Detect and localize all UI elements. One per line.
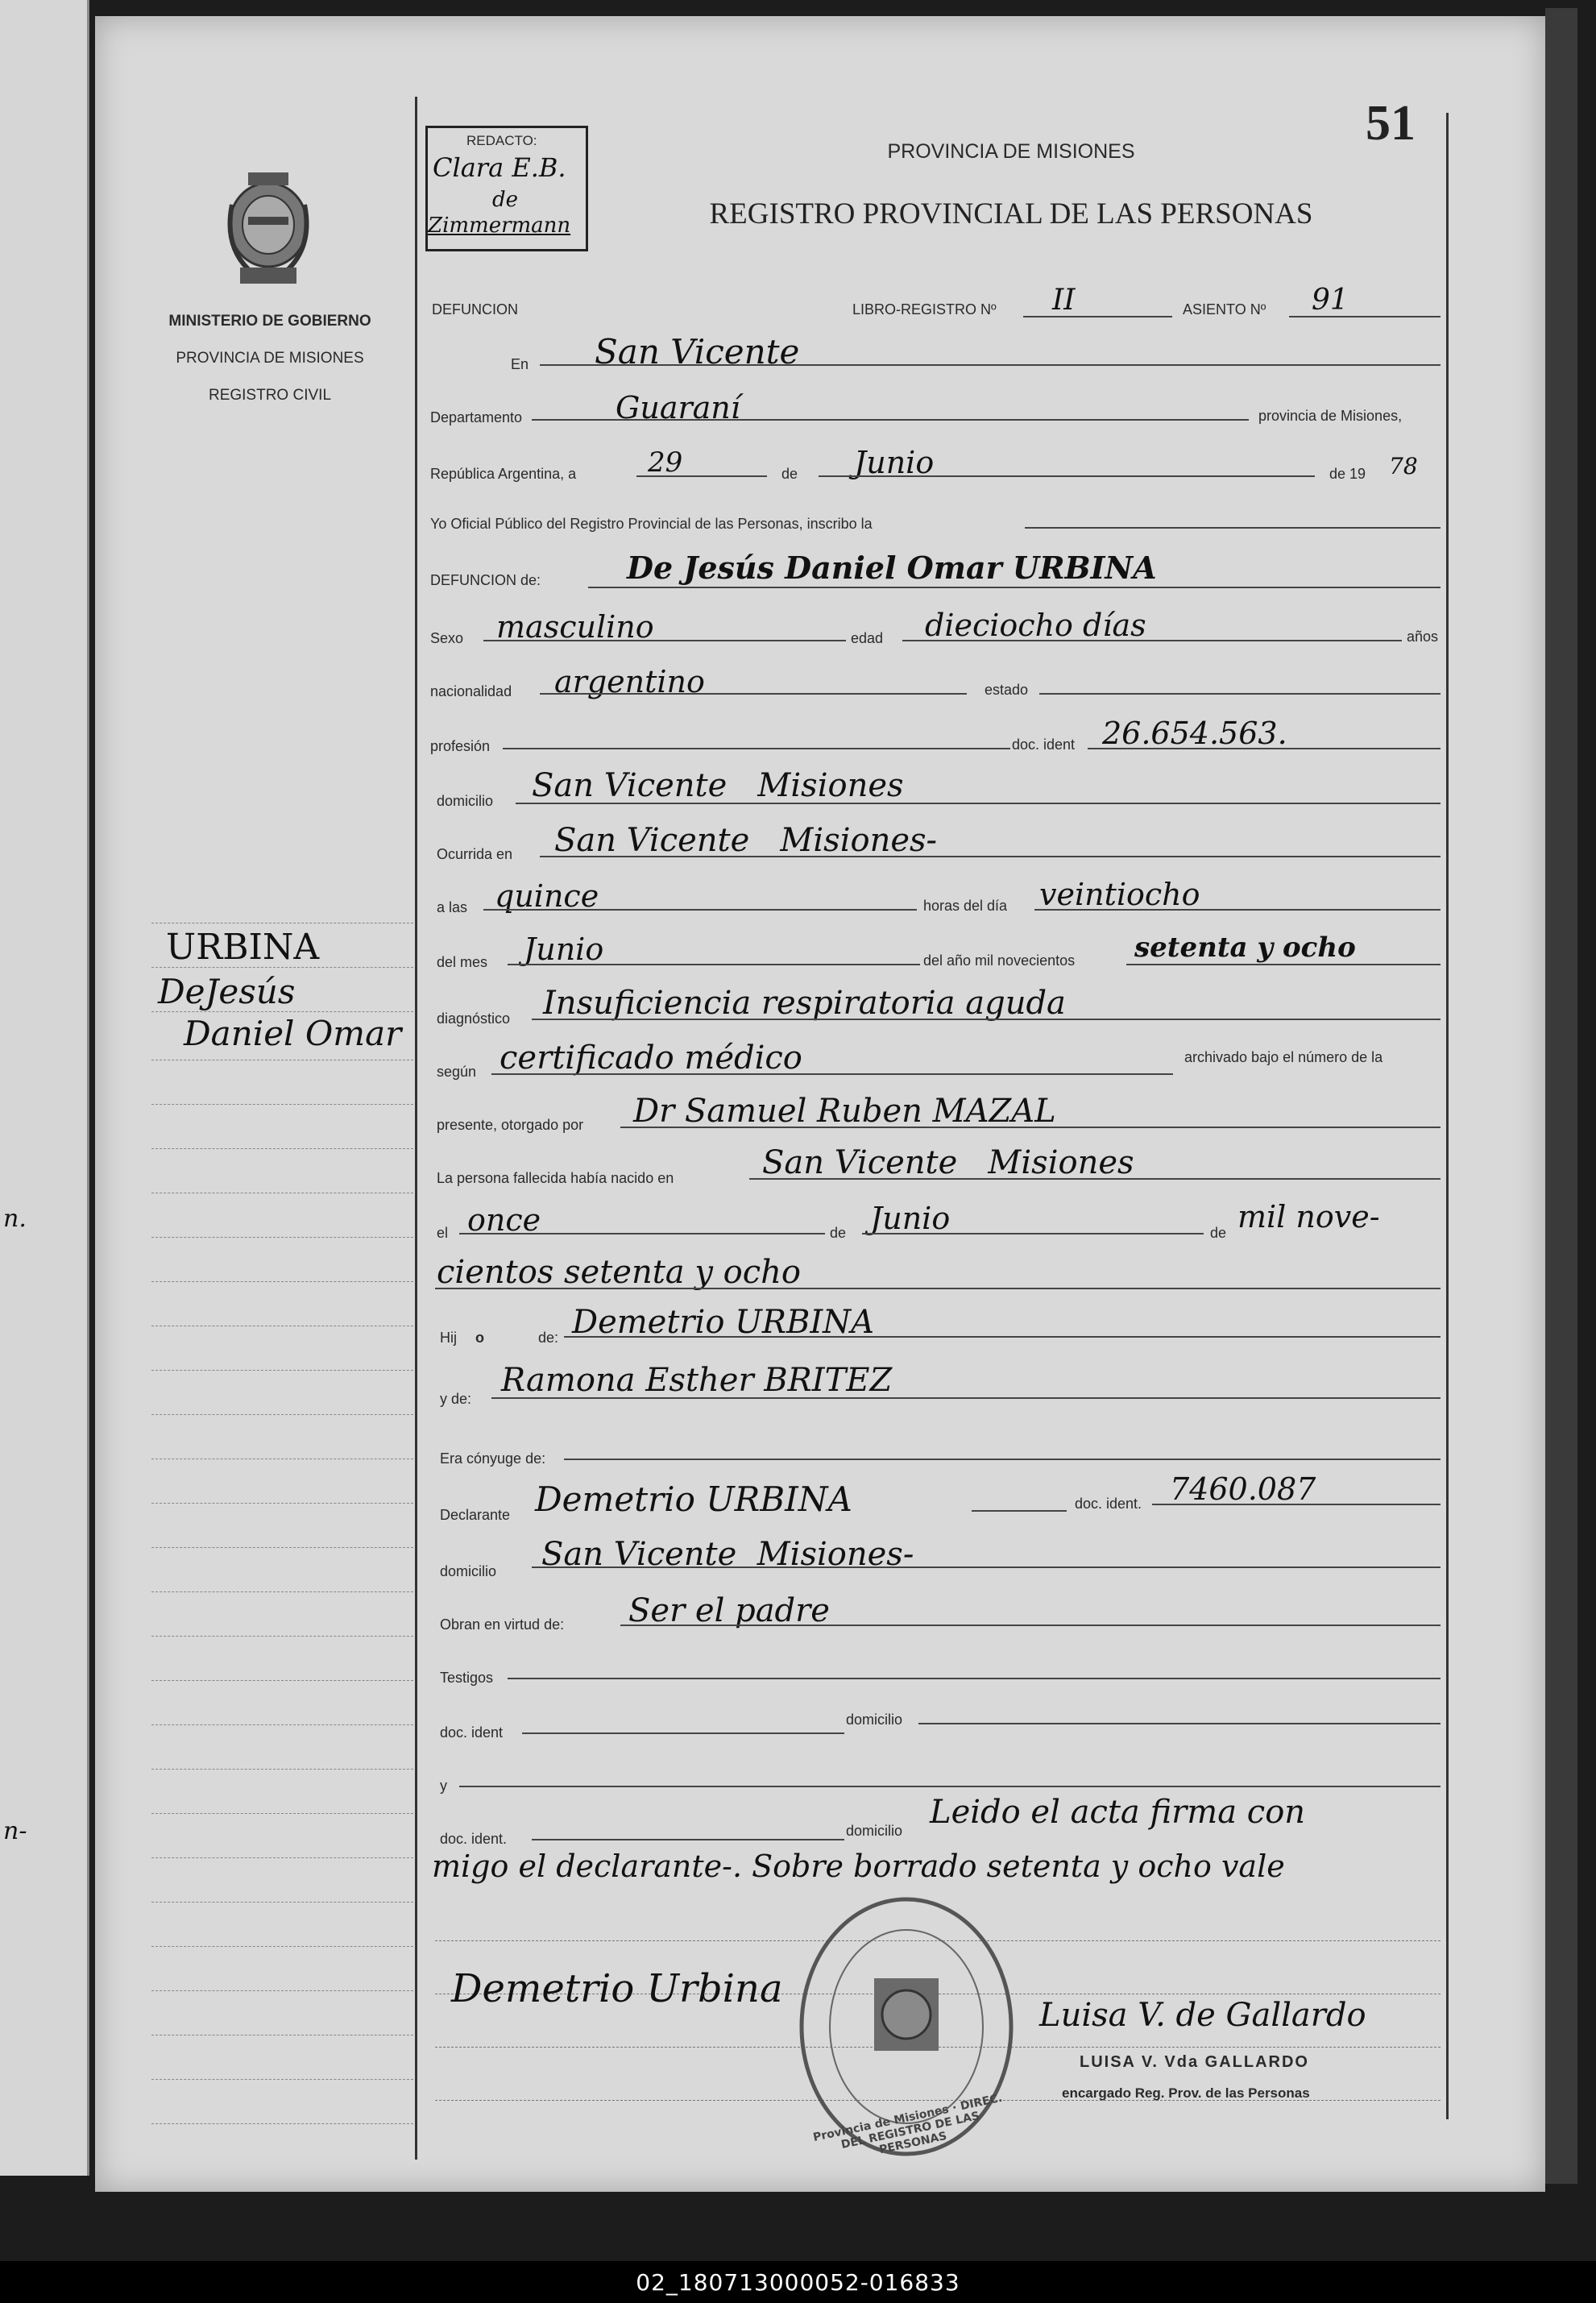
- del-mes-value: Junio: [524, 932, 604, 967]
- page-number: 51: [1366, 96, 1416, 151]
- closing-line-1: Leido el acta firma con: [930, 1794, 1306, 1831]
- de2-label: de: [830, 1225, 847, 1241]
- anio-mil-label: del año mil novecientos: [923, 952, 1076, 969]
- redacto-label: REDACTO:: [466, 133, 537, 148]
- domicilio-value: San Vicente Misiones: [532, 767, 904, 804]
- nacido-value: San Vicente Misiones: [762, 1144, 1134, 1181]
- margin-note-surname: URBINA: [166, 927, 320, 968]
- horas-value: veintiocho: [1039, 877, 1200, 912]
- el-label: el: [437, 1225, 449, 1241]
- asiento-value: 91: [1312, 284, 1349, 317]
- obran-value: Ser el padre: [628, 1592, 830, 1629]
- presente-label: presente, otorgado por: [437, 1117, 584, 1133]
- redacto-name-1: Clara E.B.: [433, 152, 566, 183]
- file-id: 02_180713000052-016833: [636, 2268, 960, 2296]
- presente-value: Dr Samuel Ruben MAZAL: [633, 1093, 1056, 1130]
- del-mes-label: del mes: [437, 954, 488, 970]
- diagnostico-value: Insuficiencia respiratoria aguda: [543, 985, 1066, 1022]
- ocurrida-label: Ocurrida en: [437, 846, 513, 862]
- month-value: Junio: [854, 445, 935, 480]
- declarante-label: Declarante: [440, 1507, 511, 1523]
- official-title: encargado Reg. Prov. de las Personas: [1062, 2085, 1310, 2101]
- el-value: once: [467, 1202, 541, 1238]
- registry-title: REGISTRO PROVINCIAL DE LAS PERSONAS: [709, 197, 1313, 230]
- file-id-bar: [0, 2261, 1596, 2303]
- a-las-value: quince: [495, 878, 599, 914]
- declarante-value: Demetrio URBINA: [535, 1479, 852, 1519]
- a-las-label: a las: [437, 899, 468, 915]
- conyuge-label: Era cónyuge de:: [440, 1450, 546, 1467]
- departamento-value: Guaraní: [616, 390, 740, 425]
- en-label: En: [511, 356, 529, 372]
- doc-ident2-label: doc. ident: [440, 1724, 504, 1741]
- closing-line-2: migo el declarante-. Sobre borrado setenta y ocho vale: [432, 1849, 1285, 1884]
- continuation-value: cientos setenta y ocho: [437, 1254, 802, 1291]
- libro-value: II: [1052, 284, 1076, 317]
- de3-value: mil nove-: [1237, 1199, 1380, 1234]
- provincia-label: provincia de Misiones,: [1258, 408, 1403, 424]
- nacionalidad-value: argentino: [554, 664, 705, 699]
- de2-value: Junio: [870, 1201, 951, 1236]
- hijo-value: Demetrio URBINA: [572, 1304, 875, 1341]
- redacto-name-2: de: [492, 188, 519, 212]
- redacto-name-3: Zimmermann: [428, 214, 571, 238]
- defuncion-label: DEFUNCION de:: [430, 572, 541, 588]
- profesion-label: profesión: [430, 738, 491, 754]
- form-left-border: [415, 97, 417, 2160]
- anio-mil-value: setenta y ocho: [1134, 932, 1356, 964]
- y-de-label: y de:: [440, 1391, 472, 1407]
- year-value: 78: [1389, 453, 1418, 479]
- domicilio4-label: domicilio: [846, 1823, 903, 1839]
- de-label: de: [781, 466, 798, 482]
- day-value: 29: [648, 446, 683, 479]
- libro-label: LIBRO-REGISTRO Nº: [852, 301, 997, 317]
- republica-label: República Argentina, a: [430, 466, 577, 482]
- hijo-suffix: o: [475, 1330, 484, 1346]
- defuncion-value: De Jesús Daniel Omar URBINA: [627, 550, 1157, 586]
- diagnostico-label: diagnóstico: [437, 1010, 511, 1027]
- nacionalidad-label: nacionalidad: [430, 683, 512, 699]
- domicilio2-label: domicilio: [440, 1563, 497, 1579]
- book-edge: [1545, 8, 1577, 2184]
- domicilio-label: domicilio: [437, 793, 494, 809]
- left-facing-page: n. n-: [0, 0, 89, 2176]
- form-right-border: [1446, 113, 1449, 2119]
- en-value: San Vicente: [595, 332, 800, 371]
- doc-ident3-label: doc. ident.: [440, 1831, 508, 1847]
- obran-label: Obran en virtud de:: [440, 1616, 565, 1633]
- act-type-label: DEFUNCION: [432, 301, 518, 317]
- official-signature: Luisa V. de Gallardo: [1039, 1997, 1366, 2034]
- official-name: LUISA V. Vda GALLARDO: [1080, 2053, 1309, 2071]
- sexo-value: masculino: [496, 609, 654, 645]
- margin-note-line-2: DeJesús: [158, 972, 296, 1011]
- segun-label: según: [437, 1064, 477, 1080]
- estado-label: estado: [985, 682, 1029, 698]
- domicilio2-value: San Vicente Misiones-: [541, 1536, 914, 1573]
- declarante-doc-value: 7460.087: [1170, 1471, 1316, 1507]
- doc-ident-value: 26.654.563.: [1102, 716, 1287, 751]
- anios-label: años: [1407, 629, 1439, 645]
- sexo-label: Sexo: [430, 630, 464, 646]
- hijo-label: Hij: [440, 1330, 457, 1346]
- horas-label: horas del día: [923, 898, 1008, 914]
- segun-value: certificado médico: [500, 1039, 802, 1077]
- declarante-doc-label: doc. ident.: [1075, 1496, 1142, 1512]
- redacto-box: [425, 126, 588, 251]
- coat-of-arms-icon: [216, 172, 321, 293]
- stamp-text: Provincia de Misiones · DIREC. DEL REGISTRO DE LAS PERSONAS: [811, 2091, 1004, 2157]
- domicilio3-label: domicilio: [846, 1712, 903, 1728]
- testigos-label: Testigos: [440, 1670, 494, 1686]
- hijo-de-label: de:: [538, 1330, 559, 1346]
- margin-note-line-3: Daniel Omar: [184, 1014, 402, 1053]
- province-title: PROVINCIA DE MISIONES: [887, 140, 1135, 163]
- y-de-value: Ramona Esther BRITEZ: [501, 1362, 893, 1399]
- de3-label: de: [1210, 1225, 1227, 1241]
- ministry-province: PROVINCIA DE MISIONES: [176, 350, 364, 367]
- edad-label: edad: [851, 630, 884, 646]
- declarante-signature: Demetrio Urbina: [451, 1966, 783, 2011]
- edad-value: dieciocho días: [925, 608, 1146, 643]
- asiento-label: ASIENTO Nº: [1183, 301, 1266, 317]
- ministry-title: MINISTERIO DE GOBIERNO: [168, 313, 371, 330]
- archivado-label: archivado bajo el número de la: [1184, 1049, 1383, 1065]
- year-prefix-label: de 19: [1329, 466, 1366, 482]
- departamento-label: Departamento: [430, 409, 523, 425]
- oficial-text: Yo Oficial Público del Registro Provincial de las Personas, inscribo la: [430, 516, 873, 532]
- y-label: y: [440, 1778, 447, 1794]
- ministry-registry: REGISTRO CIVIL: [208, 387, 332, 404]
- nacido-label: La persona fallecida había nacido en: [437, 1170, 674, 1186]
- doc-ident-label: doc. ident: [1012, 737, 1076, 753]
- ocurrida-value: San Vicente Misiones-: [554, 822, 938, 859]
